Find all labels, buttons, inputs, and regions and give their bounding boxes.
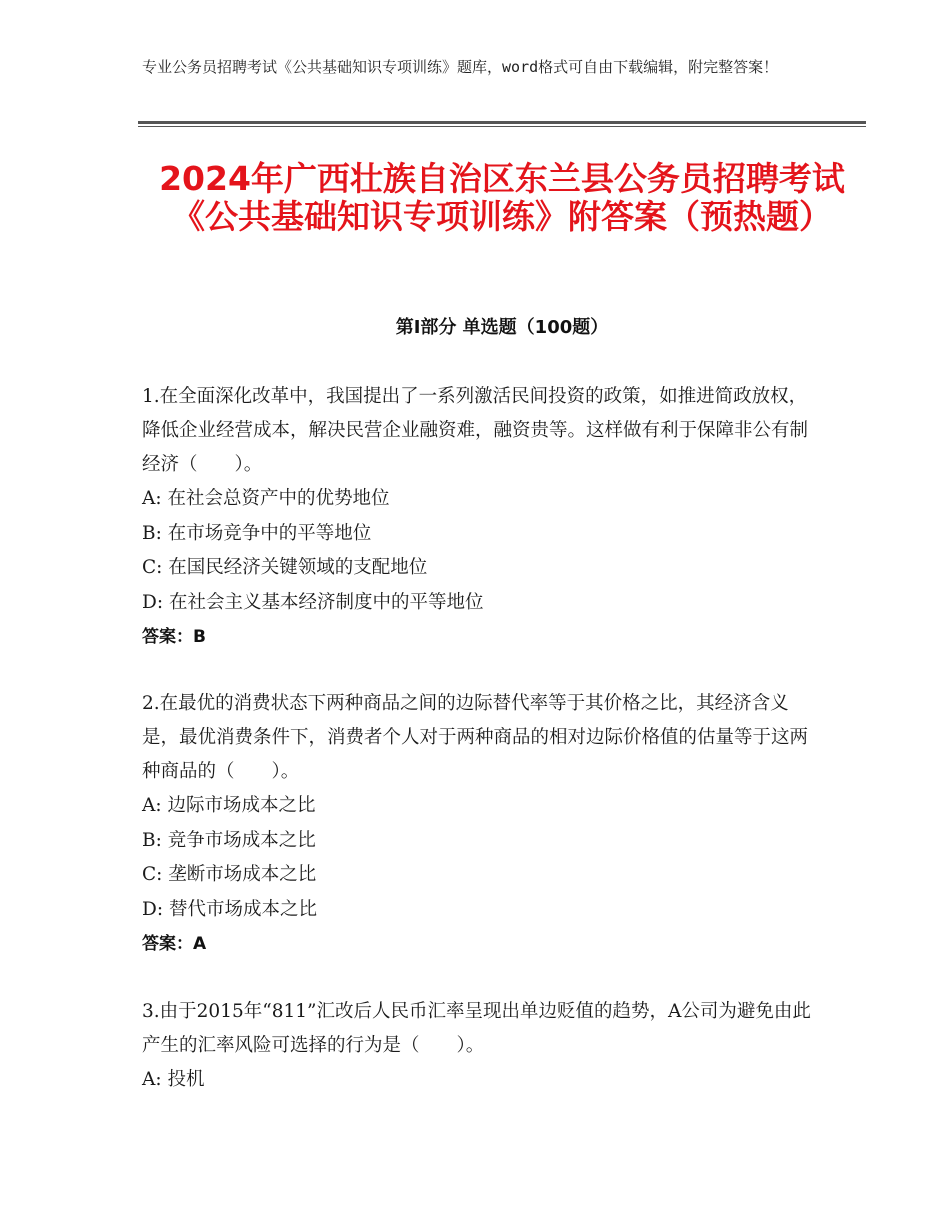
question-stem: 1.在全面深化改革中，我国提出了一系列激活民间投资的政策，如推进简政放权，降低企业经营成本，解决民营企业融资难，融资贵等。这样做有利于保障非公有制经济（ ）。 <box>142 386 809 475</box>
document-title: 2024年广西壮族自治区东兰县公务员招聘考试《公共基础知识专项训练》附答案（预热题） <box>159 159 845 236</box>
option-c: C: 在国民经济关键领域的支配地位 <box>142 557 428 578</box>
option-a: A: 在社会总资产中的优势地位 <box>142 488 390 509</box>
option-a: A: 边际市场成本之比 <box>142 795 316 816</box>
answer: 答案：B <box>142 627 206 647</box>
option-b: B: 竞争市场成本之比 <box>142 829 316 851</box>
option-d: D: 替代市场成本之比 <box>142 898 317 920</box>
answer: 答案：A <box>142 934 207 954</box>
header-note: 专业公务员招聘考试《公共基础知识专项训练》题库，word格式可自由下载编辑，附完整答案！ <box>142 58 779 76</box>
option-d: D: 在社会主义基本经济制度中的平等地位 <box>142 591 484 613</box>
question-3 <box>142 995 822 1098</box>
header-divider-thick <box>138 121 866 124</box>
question-stem: 2.在最优的消费状态下两种商品之间的边际替代率等于其价格之比，其经济含义是，最优消费条件下，消费者个人对于两种商品的相对边际价格值的估量等于这两种商品的（ ）。 <box>142 693 809 782</box>
section-heading: 第Ⅰ部分 单选题（100题） <box>395 317 609 338</box>
question-stem: 3.由于2015年“811”汇改后人民币汇率呈现出单边贬值的趋势，A公司为避免由此产生的汇率风险可选择的行为是（ ）。 <box>142 1001 811 1056</box>
header-divider-thin <box>138 126 866 127</box>
option-b: B: 在市场竞争中的平等地位 <box>142 522 372 544</box>
question-1 <box>142 380 822 654</box>
option-c: C: 垄断市场成本之比 <box>142 864 317 885</box>
option-a: A: 投机 <box>142 1069 205 1090</box>
question-2 <box>142 687 822 961</box>
